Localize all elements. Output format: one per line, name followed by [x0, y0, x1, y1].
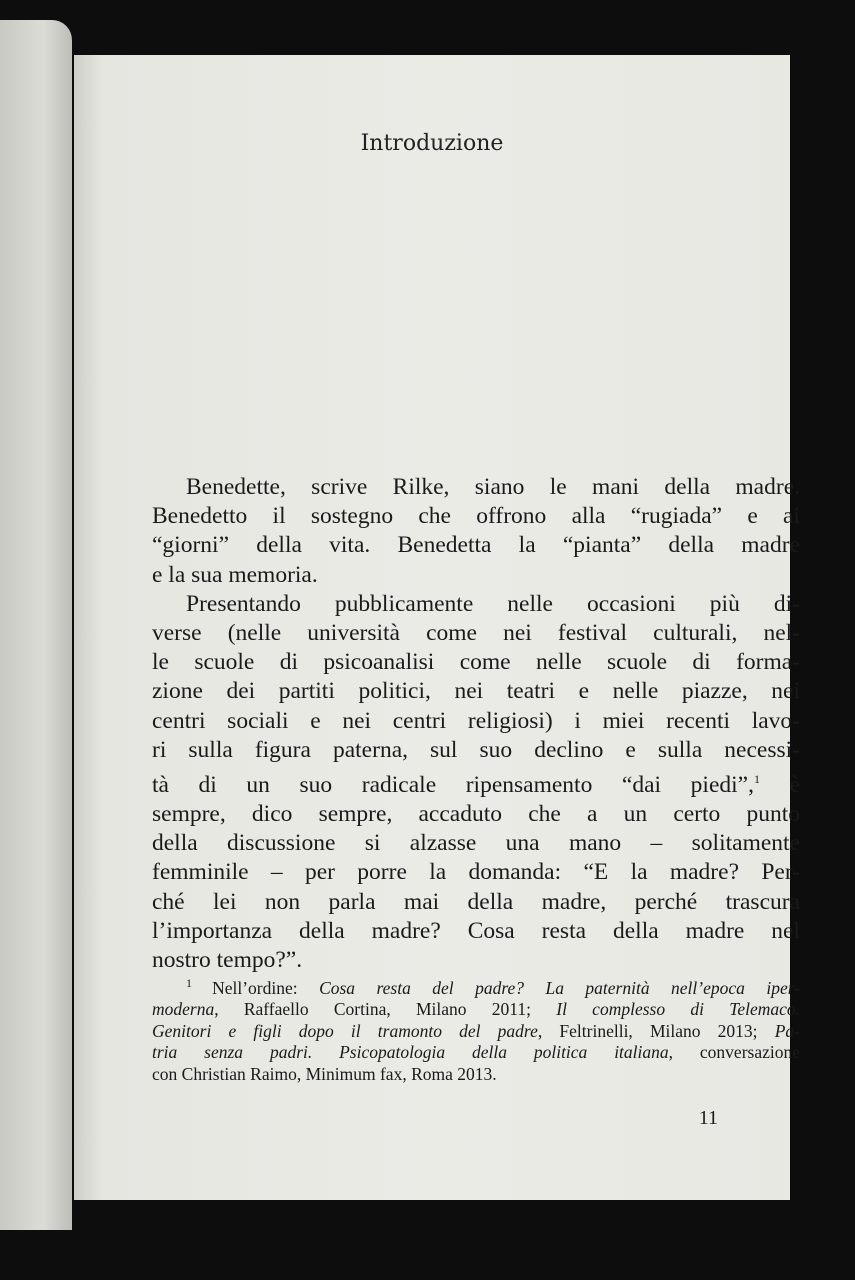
italic-title: Cosa resta del padre? La paternità nell’epoca iper-: [319, 977, 801, 998]
text-fragment: , conversazione: [668, 1042, 801, 1063]
italic-title: tria senza padri. Psicopatologia della politica italiana: [152, 1042, 669, 1063]
italic-title: Pa-: [774, 1020, 800, 1041]
footnote-line: [152, 1042, 800, 1064]
footnote-line: [152, 1021, 800, 1043]
text-fragment: , Feltrinelli, Milano 2013;: [537, 1020, 775, 1041]
text-line: femminile – per porre la domanda: “E la madre? Per-: [152, 859, 800, 886]
text-fragment: , Raffaello Cortina, Milano 2011;: [214, 999, 557, 1020]
chapter-title: Introduzione: [360, 131, 504, 156]
page-number: 11: [698, 1107, 718, 1129]
text-line: centri sociali e nei centri religiosi) i miei recenti lavo-: [152, 707, 800, 734]
text-fragment: tà di un suo radicale ripensamento “dai piedi”,: [152, 771, 754, 798]
body-text: [152, 473, 800, 975]
text-fragment: è: [789, 771, 801, 798]
text-line: [152, 765, 800, 800]
text-line: Presentando pubblicamente nelle occasioni più di-: [186, 590, 800, 617]
text-line: zione dei partiti politici, nei teatri e nelle piazze, nei: [152, 678, 800, 705]
facing-page-edge: [0, 20, 72, 1230]
italic-title: Genitori e figli dopo il tramonto del padre: [152, 1020, 538, 1041]
footnote: [152, 973, 800, 1085]
footnote-line: [152, 999, 800, 1021]
text-line: Benedette, scrive Rilke, siano le mani della madre.: [186, 474, 800, 500]
text-line: e la sua memoria.: [152, 561, 318, 588]
text-line: ché lei non parla mai della madre, perché trascura: [152, 888, 800, 915]
text-line: verse (nelle università come nei festival culturali, nel-: [152, 620, 800, 647]
text-line: le scuole di psicoanalisi come nelle scuole di forma-: [152, 649, 800, 676]
text-fragment: con Christian Raimo, Minimum fax, Roma 2013.: [152, 1063, 497, 1084]
text-line: Benedetto il sostegno che offrono alla “rugiada” e ai: [152, 503, 800, 530]
text-line: sempre, dico sempre, accaduto che a un certo punto: [152, 801, 800, 828]
footnote-line: [152, 1064, 800, 1086]
book-page: [74, 55, 801, 1200]
footnote-reference: 1: [753, 772, 760, 787]
text-line: l’importanza della madre? Cosa resta della madre nel: [152, 917, 800, 944]
italic-title: moderna: [152, 999, 215, 1020]
text-line: nostro tempo?”.: [152, 947, 303, 974]
text-line: “giorni” della vita. Benedetta la “pianta” della madre: [152, 532, 800, 559]
footnote-number: 1: [186, 976, 213, 990]
text-line: ri sulla figura paterna, sul suo declino e sulla necessi-: [152, 736, 800, 763]
footnote-line: [152, 973, 800, 999]
italic-title: Il complesso di Telemaco.: [556, 999, 800, 1020]
text-line: della discussione si alzasse una mano – solitamente: [152, 830, 800, 857]
text-fragment: Nell’ordine:: [212, 977, 320, 998]
